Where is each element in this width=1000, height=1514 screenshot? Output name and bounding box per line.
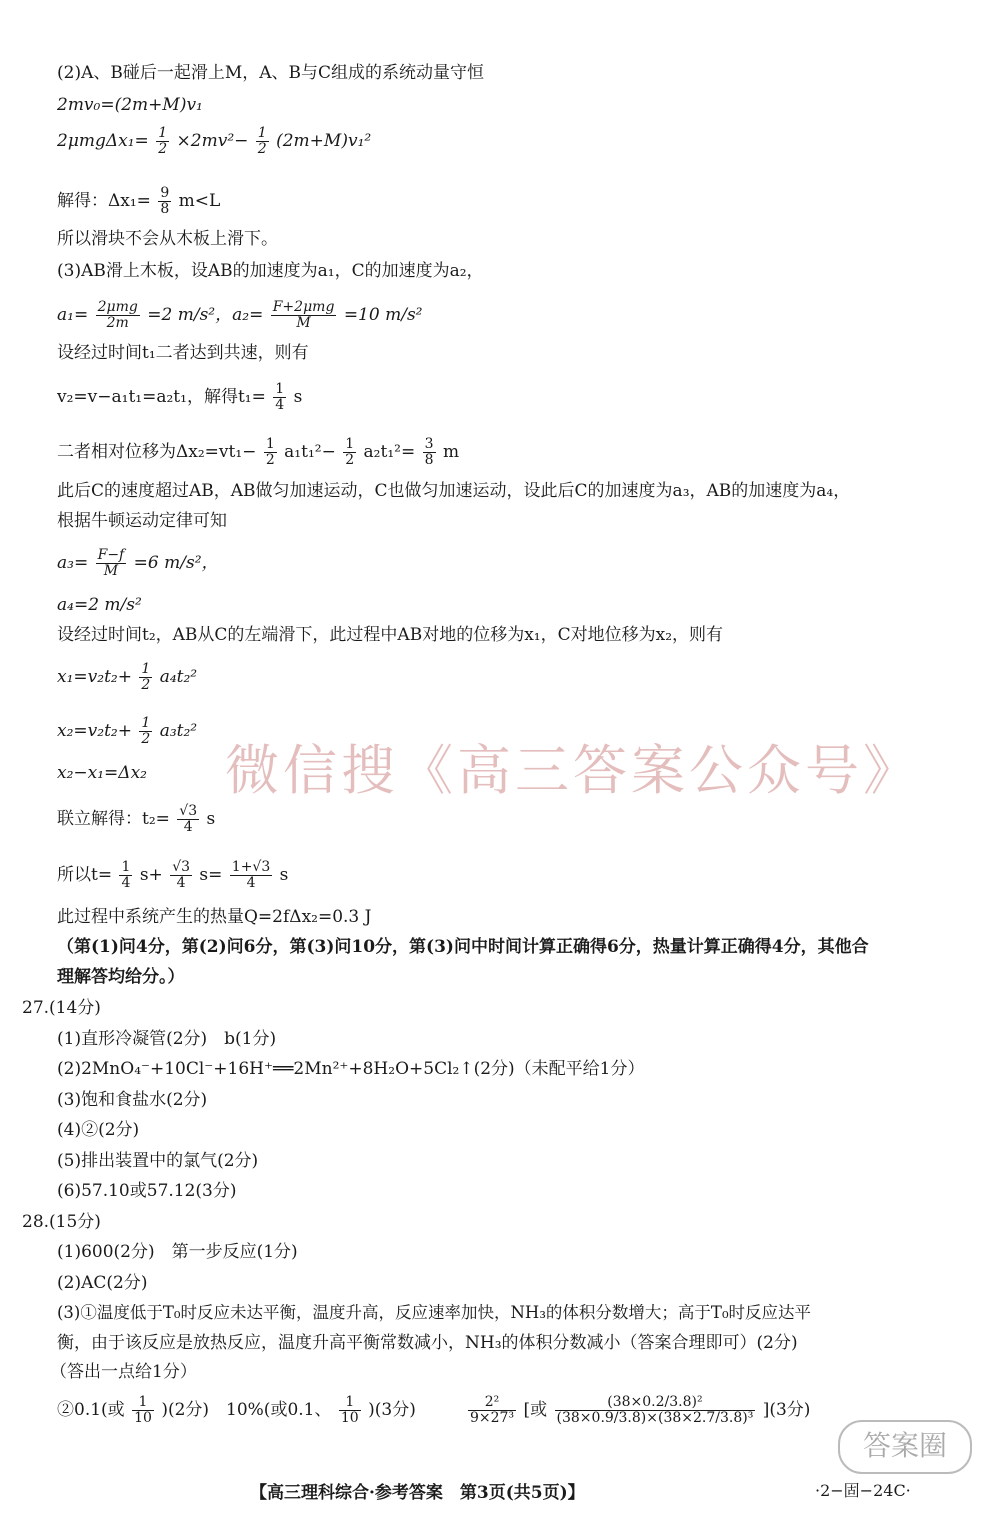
equation: x₂=v₂t₂+ $\frac{1}{2}$ a₃t₂² (57, 715, 198, 747)
text-line: (3)AB滑上木板，设AB的加速度为a₁，C的加速度为a₂， (57, 261, 484, 281)
answer-line: ②0.1(或 $\frac{1}{10}$ )(2分) 10%(或0.1、 $\frac{1}{10}$ )(3分) (57, 1394, 416, 1426)
equation: 2mv₀=(2m+M)v₁ (57, 95, 203, 115)
scoring-note: 理解答均给分。） (57, 967, 185, 987)
page-footer: 【高三理科综合·参考答案 第3页(共5页)】 (250, 1483, 585, 1503)
answer-line: (3)①温度低于T₀时反应未达平衡，温度升高，反应速率加快，NH₃的体积分数增大；高于T₀时反应达平 (57, 1303, 812, 1322)
text-line: 设经过时间t₁二者达到共速，则有 (57, 343, 309, 363)
scoring-note: （第(1)问4分，第(2)问6分，第(3)问10分，第(3)问中时间计算正确得6分，热量计算正确得4分，其他合 (57, 937, 869, 957)
question-number: 27.(14分) (22, 998, 101, 1018)
page-code: ·2−固−24C· (815, 1481, 911, 1500)
equation: x₂−x₁=Δx₂ (57, 763, 147, 783)
equation: 2μmgΔx₁= $\frac{1}{2}$ ×2mv²− $\frac{1}{2}$ (2m+M)v₁² (57, 125, 372, 157)
text-line: 所以滑块不会从木板上滑下。 (57, 229, 278, 249)
text-line: 此过程中系统产生的热量Q=2fΔx₂=0.3 J (57, 907, 372, 927)
equation: a₄=2 m/s² (57, 595, 142, 615)
watermark: 微信搜《高三答案公众号》 (225, 739, 921, 802)
answer-line: (2)AC(2分) (57, 1273, 148, 1293)
equation: 联立解得：t₂= $\frac{√3}{4}$ s (57, 803, 216, 835)
text-line: 设经过时间t₂，AB从C的左端滑下，此过程中AB对地的位移为x₁，C对地位移为x₂，则有 (57, 625, 724, 645)
equation: a₁= 2μmg 2m =2 m/s²，a₂= F+2μmg M =10 m/s² (57, 299, 423, 331)
answer-line: (1)600(2分) 第一步反应(1分) (57, 1242, 298, 1262)
answer-line: （答出一点给1分） (50, 1362, 197, 1382)
stamp-logo: 答案圈 (838, 1420, 972, 1474)
answer-line: (1)直形冷凝管(2分) b(1分) (57, 1029, 277, 1049)
question-number: 28.(15分) (22, 1212, 101, 1232)
equilibrium-constant: $\frac{\text{2²}}{\text{9×27³}}$ [或 $\frac{\text{(38×0.2/3.8)²}}{\text{(38×0.9/3.8)×(38×2.7/3.8)³}}$ ](3分) (470, 1394, 811, 1426)
text-line: (2)A、B碰后一起滑上M，A、B与C组成的系统动量守恒 (57, 63, 485, 83)
answer-line: 衡，由于该反应是放热反应，温度升高平衡常数减小，NH₃的体积分数减小（答案合理即可）(2分) (57, 1333, 798, 1353)
answer-line: (5)排出装置中的氯气(2分) (57, 1151, 259, 1171)
equation: 二者相对位移为Δx₂=vt₁− $\frac{1}{2}$ a₁t₁²− $\frac{1}{2}$ a₂t₁²= $\frac{3}{8}$ m (57, 436, 460, 468)
answer-line: (4)②(2分) (57, 1120, 140, 1140)
text-line: 此后C的速度超过AB，AB做匀加速运动，C也做匀加速运动，设此后C的加速度为a₃，AB的加速度为a₄， (57, 481, 851, 501)
answer-line: (2)2MnO₄⁻+10Cl⁻+16H⁺══2Mn²⁺+8H₂O+5Cl₂↑(2分)（未配平给1分） (57, 1059, 645, 1079)
equation: 解得：Δx₁= $\frac{9}{8}$ m<L (57, 185, 221, 217)
equation: 所以t= $\frac{1}{4}$ s+ $\frac{√3}{4}$ s= $\frac{1+√3}{4}$ s (57, 859, 289, 891)
equation: x₁=v₂t₂+ $\frac{1}{2}$ a₄t₂² (57, 661, 198, 693)
answer-line: (3)饱和食盐水(2分) (57, 1090, 208, 1110)
text-line: 根据牛顿运动定律可知 (57, 511, 227, 531)
answer-line: (6)57.10或57.12(3分) (57, 1181, 237, 1201)
equation: v₂=v−a₁t₁=a₂t₁，解得t₁= $\frac{1}{4}$ s (57, 381, 303, 413)
equation: a₃= $\frac{F-f}{M}$ =6 m/s²， (57, 547, 219, 579)
